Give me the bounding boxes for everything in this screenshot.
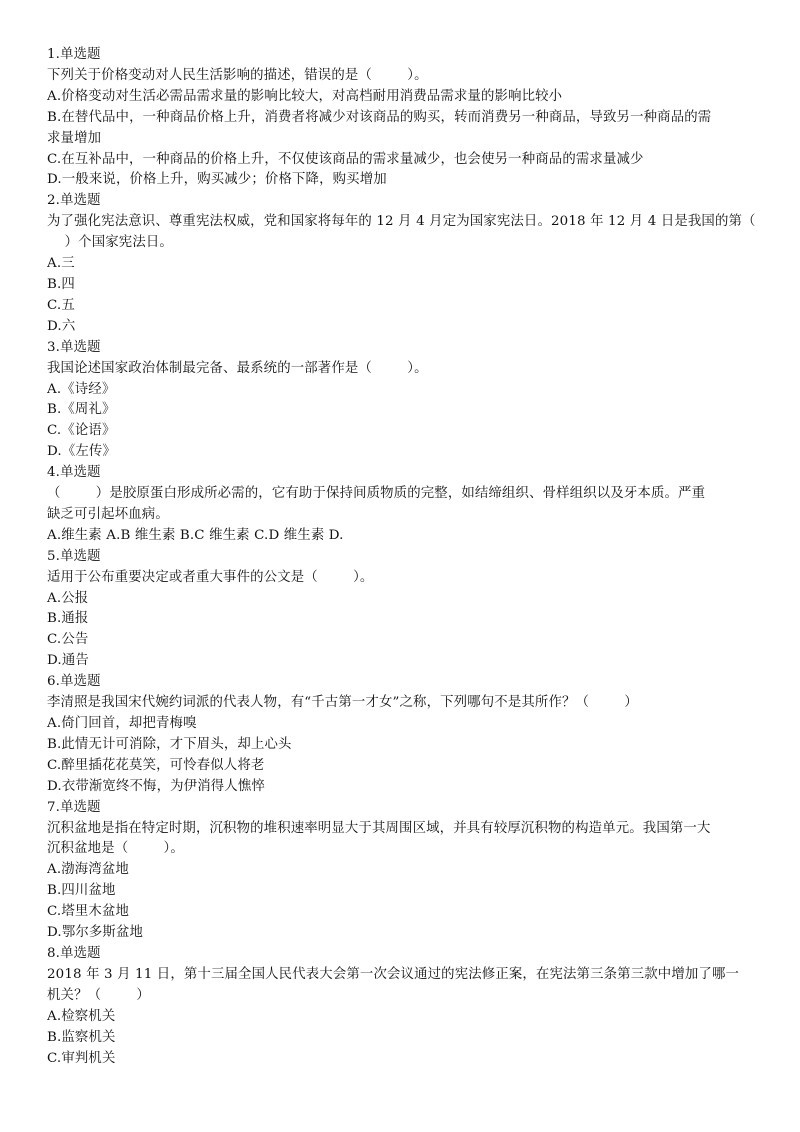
answer-option: A.《诗经》: [47, 381, 116, 397]
option-list: [47, 254, 762, 338]
answer-option: B.《周礼》: [47, 402, 116, 418]
answer-option: B.监察机关: [47, 1029, 116, 1045]
question-stem: 适用于公布重要决定或者重大事件的公文是（ ）。: [47, 569, 374, 585]
question-block: [47, 45, 762, 191]
answer-option: C.《论语》: [47, 423, 116, 439]
question-header: 3.单选题: [47, 339, 101, 355]
option-list: [47, 860, 762, 944]
question-stem: 我国论述国家政治体制最完备、最系统的一部著作是（ ）。: [47, 360, 428, 376]
question-header: 1.单选题: [47, 47, 101, 62]
question-header: 2.单选题: [47, 193, 101, 209]
answer-option: B.四: [47, 276, 75, 292]
answer-option: B.此情无计可消除，才下眉头，却上心头: [47, 736, 292, 752]
question-stem: （ ）是胶原蛋白形成所必需的，它有助于保持间质物质的完整，如结缔组织、骨样组织以及牙本质。严重: [47, 486, 706, 502]
answer-option: D.衣带渐宽终不悔，为伊消得人憔悴: [47, 778, 265, 794]
answer-option: D.《左传》: [47, 444, 116, 460]
answer-option: C.审判机关: [47, 1050, 116, 1066]
question-header: 5.单选题: [47, 548, 101, 564]
answer-option: B.在替代品中，一种商品价格上升，消费者将减少对该商品的购买，转而消费另一种商品，导致另一种商品的需: [47, 109, 712, 125]
answer-option: C.五: [47, 297, 75, 313]
question-block: [47, 547, 762, 672]
answer-option: A.公报: [47, 590, 89, 606]
answer-option: C.在互补品中，一种商品的价格上升，不仅使该商品的需求量减少，也会使另一种商品的需求量减少: [47, 151, 644, 167]
question-stem: 为了强化宪法意识、尊重宪法权威，党和国家将每年的 12 月 4 月定为国家宪法日。2018 年 12 月 4 日是我国的第（: [47, 214, 756, 230]
question-stem: 机关？（ ）: [47, 987, 150, 1003]
question-list: [47, 45, 762, 1069]
question-stem: 下列关于价格变动对人民生活影响的描述，错误的是（ ）。: [47, 67, 428, 83]
answer-option: C.塔里木盆地: [47, 904, 130, 920]
question-block: [47, 463, 762, 547]
question-block: [47, 672, 762, 797]
question-block: [47, 191, 762, 337]
question-header: 6.单选题: [47, 674, 101, 690]
answer-option: A.价格变动对生活必需品需求量的影响比较大，对高档耐用消费品需求量的影响比较小: [47, 88, 563, 104]
question-block: [47, 338, 762, 463]
option-list: [47, 87, 762, 192]
answer-option: A.三: [47, 256, 75, 272]
question-header: 8.单选题: [47, 945, 101, 961]
answer-option: D.一般来说，价格上升，购买减少；价格下降，购买增加: [47, 172, 387, 188]
option-list: [47, 526, 762, 547]
answer-option: B.四川盆地: [47, 883, 116, 899]
question-block: [47, 944, 762, 1069]
option-list: [47, 1007, 762, 1070]
question-stem: 沉积盆地是指在特定时期，沉积物的堆积速率明显大于其周围区域，并具有较厚沉积物的构造单元。我国第一大: [47, 820, 711, 836]
answer-option: A.渤海湾盆地: [47, 862, 129, 878]
option-list: [47, 380, 762, 464]
question-header: 4.单选题: [47, 465, 101, 481]
answer-option: A.维生素 A.B 维生素 B.C 维生素 C.D 维生素 D.: [47, 527, 344, 543]
answer-option: A.倚门回首，却把青梅嗅: [47, 716, 197, 731]
question-header: 7.单选题: [47, 799, 101, 815]
answer-option: D.鄂尔多斯盆地: [47, 925, 144, 941]
question-stem: 2018 年 3 月 11 日，第十三届全国人民代表大会第一次会议通过的宪法修正案，在宪法第三条第三款中增加了哪一: [47, 966, 740, 982]
answer-option: A.检察机关: [47, 1008, 116, 1024]
question-stem: ）个国家宪法日。: [47, 235, 173, 251]
option-list: [47, 589, 762, 673]
question-stem: 缺乏可引起坏血病。: [47, 506, 169, 522]
answer-option: C.醉里插花花莫笑，可怜春似人将老: [47, 757, 265, 773]
answer-option: D.六: [47, 318, 76, 334]
option-list: [47, 714, 762, 798]
answer-option: C.公告: [47, 632, 89, 648]
question-stem: 沉积盆地是（ ）。: [47, 841, 184, 857]
answer-option: D.通告: [47, 653, 89, 669]
question-block: [47, 798, 762, 944]
answer-option: B.通报: [47, 611, 89, 627]
answer-option: 求量增加: [47, 130, 102, 146]
question-stem: 李清照是我国宋代婉约词派的代表人物，有“千古第一才女”之称，下列哪句不是其所作？（ ）: [47, 695, 638, 711]
